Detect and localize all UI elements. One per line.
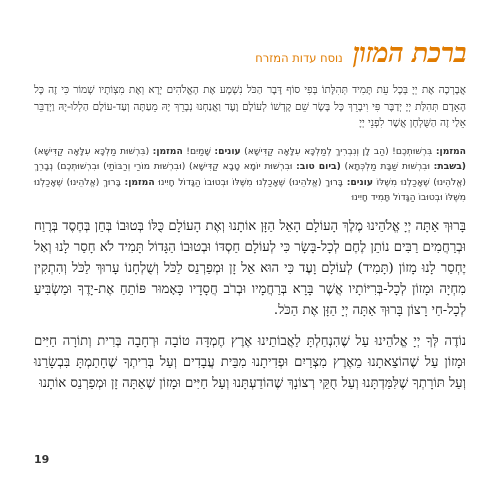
- responsive-text: בָּרוּךְ (אֱלֹהֵינוּ) שֶׁאָכַלְנוּ מִשֶּׁלּוֹ וּבְטוּבוֹ הַגָּדוֹל חָיִינוּ: [154, 176, 347, 188]
- speaker-label: (ביום טוב:: [296, 161, 341, 172]
- intro-paragraph: אֲבָרְכָה אֶת יְיָ בְּכָל עֵת תָּמִיד תְּהִלָּתוֹ בְּפִי סוֹף דָּבָר הַכֹּל נִשְׁמָע אֶת הָאֱלֹהִים יְרָא וְאֶת מִצְוֹתָיו שְׁמוֹר כִּי זֶה כָּל הָאָדָם תְּהִלַּת יְיָ יְדַבֶּר פִּי וִיבָרֵךְ כָּל בָּשָׂר שֵׁם קָדְשׁוֹ לְעוֹלָם וָעֶד וַאֲנַחְנוּ נְבָרֵךְ יָהּ מֵעַתָּה וְעַד-עוֹלָם הַלְלוּ-יָהּ וַיְדַבֵּר אֵלַי זֶה הַשֻּׁלְחָן אֲשֶׁר לִפְנֵי יְיָ: [34, 84, 466, 129]
- speaker-label: עונים:: [214, 145, 241, 157]
- blessing-paragraph-1: בָּרוּךְ אַתָּה יְיָ אֱלֹהֵינוּ מֶלֶךְ הָעוֹלָם הָאֵל הַזָּן אוֹתָנוּ וְאֶת הָעוֹלָם כֻּלּוֹ בְּטוּבוֹ בְּחֵן בְּחֶסֶד בְּרֶוַח וּבְרַחֲמִים רַבִּים נוֹתֵן לֶחֶם לְכָל-בָּשָׂר כִּי לְעוֹלָם חַסְדּוֹ וּבְטוּבוֹ הַגָּדוֹל תָּמִיד לֹא חָסַר לָנוּ וְאַל יֶחְסַר לָנוּ מָזוֹן (תָּמִיד) לְעוֹלָם וָעֶד כִּי הוּא אֵל זָן וּמְפַרְנֵס לַכֹּל וְשֻׁלְחָנוֹ עָרוּךְ לַכֹּל וְהִתְקִין מִחְיָה וּמָזוֹן לְכָל-בְּרִיּוֹתָיו אֲשֶׁר בָּרָא בְּרַחֲמָיו וּבְרֹב חֲסָדָיו כָּאָמוּר פּוֹתֵחַ אֶת-יָדֶךָ וּמַשְׂבִּיעַ לְכָל-חַי רָצוֹן בָּרוּךְ אַתָּה יְיָ הַזָּן אֶת הַכֹּל.: [34, 218, 466, 318]
- page-header: [34, 38, 466, 78]
- page-title: ברכת המזון: [352, 38, 466, 69]
- page-number: 19: [34, 453, 50, 466]
- responsive-text: שָׁמַיִם!: [182, 145, 215, 157]
- responsive-text: וּבִרְשׁוּת שַׁבָּת מַלְכְּתָא): [340, 161, 434, 172]
- speaker-label: המזמן:: [435, 145, 466, 157]
- speaker-label: (בשבת:: [433, 161, 466, 172]
- responsive-paragraph: [34, 144, 466, 206]
- speaker-label: עונים:: [346, 176, 373, 188]
- speaker-label: המזמן:: [124, 176, 155, 188]
- responsive-text: בָּרוּךְ (אֱלֹהֵינוּ) שֶׁאָכַלְנוּ מִשֶּׁלּוֹ וּבְטוּבוֹ הַגָּדוֹל תָּמִיד חָיִינוּ: [34, 176, 466, 203]
- responsive-text: בִּרְשׁוּתְכֶם! (הַב לָן וְנִבְרִיךְ לְמַלְכָּא עִלָּאָה קַדִּישָׁא): [240, 145, 436, 157]
- responsive-text: (בִּרְשׁוּת מַלְכָּא עִלָּאָה קַדִּישָׁא): [34, 145, 153, 157]
- responsive-text: וּבִרְשׁוּת יוֹמָא טָבָא קַדִּישָׁא) (וּבִרְשׁוּת מוֹרַי וְרַבּוֹתַי) וּבִרְשׁוּתְכֶם) נְבָרֵךְ (אֱלֹהֵינוּ) שֶׁאָכַלְנוּ מִשֶּׁלּוֹ: [34, 161, 467, 188]
- page-subtitle: נוסח עדות המזרח: [255, 51, 343, 65]
- blessing-paragraph-2: נוֹדֶה לְּךָ יְיָ אֱלֹהֵינוּ עַל שֶׁהִנְחַלְתָּ לַאֲבוֹתֵינוּ אֶרֶץ חֶמְדָּה טוֹבָה וּרְחָבָה בְּרִית וְתוֹרָה חַיִּים וּמָזוֹן עַל שֶׁהוֹצֵאתָנוּ מֵאֶרֶץ מִצְרַיִם וּפְדִיתָנוּ מִבֵּית עֲבָדִים וְעַל בְּרִיתְךָ שֶׁחָתַמְתָּ בִּבְשָׂרֵנוּ וְעַל תּוֹרָתְךָ שֶׁלִּמַּדְתָּנוּ וְעַל חֻקֵּי רְצוֹנָךְ שֶׁהוֹדַעְתָּנוּ וְעַל חַיִּים וּמָזוֹן שֶׁאַתָּה זָן וּמְפַרְנֵס אוֹתָנוּ: [34, 333, 466, 391]
- speaker-label: המזמן:: [152, 145, 183, 157]
